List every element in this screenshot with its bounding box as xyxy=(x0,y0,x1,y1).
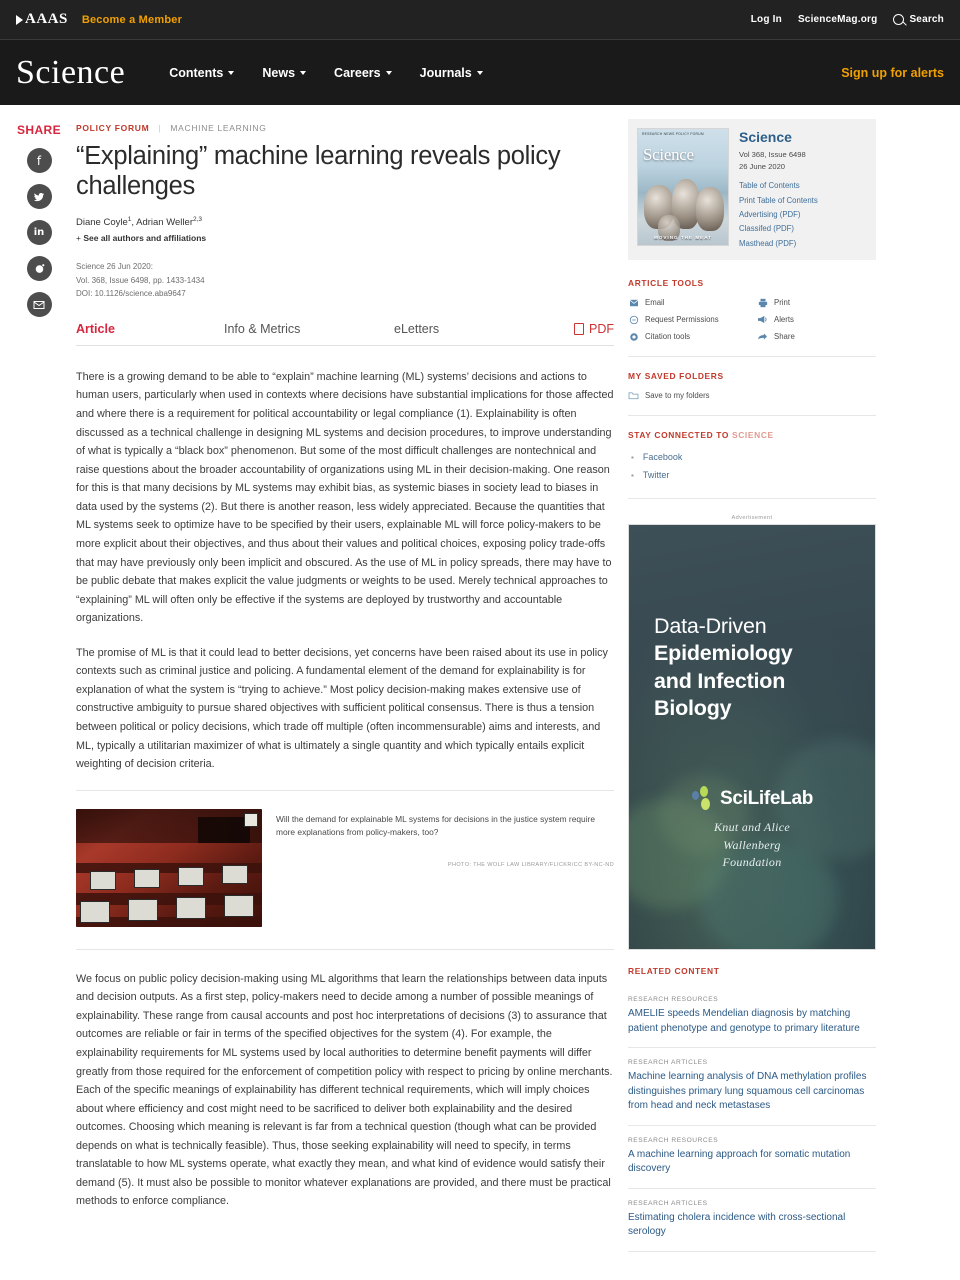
aaas-logo[interactable] xyxy=(16,11,68,28)
folder-icon xyxy=(628,390,639,401)
tool-share[interactable] xyxy=(757,331,876,342)
tool-label: Citation tools xyxy=(645,332,691,342)
sign-up-for-alerts-link[interactable]: Sign up for alerts xyxy=(841,65,944,80)
figure-divider xyxy=(76,949,614,950)
related-item-title: Estimating cholera incidence with cross-sectional serology xyxy=(628,1211,846,1238)
stay-connected-heading xyxy=(628,430,876,440)
figure-caption-column xyxy=(276,809,614,927)
page-body xyxy=(0,105,960,1252)
tool-label: Alerts xyxy=(774,315,794,325)
envelope-icon xyxy=(628,297,639,308)
printer-icon xyxy=(757,297,768,308)
see-all-authors-toggle[interactable] xyxy=(76,233,614,243)
twitter-icon[interactable] xyxy=(27,184,52,209)
figure-photo-credit: PHOTO: THE WOLF LAW LIBRARY/FLICKR/CC BY-NC-ND xyxy=(447,861,614,868)
issue-cover-image[interactable] xyxy=(637,128,729,246)
tool-label: Request Permissions xyxy=(645,315,719,325)
article-tools-heading: ARTICLE TOOLS xyxy=(628,278,704,289)
nav-label: News xyxy=(262,65,296,80)
aaas-triangle-icon xyxy=(16,15,23,25)
issue-link-masthead[interactable]: Masthead (PDF) xyxy=(739,238,797,248)
utility-bar-right xyxy=(751,14,944,25)
related-content-block xyxy=(628,966,876,1252)
issue-link-print-toc[interactable]: Print Table of Contents xyxy=(739,195,818,205)
megaphone-icon xyxy=(757,314,768,325)
article-figure xyxy=(76,790,614,927)
tool-email[interactable] xyxy=(628,297,747,308)
related-item[interactable] xyxy=(628,1189,876,1252)
issue-cover-box xyxy=(628,119,876,260)
foundation-name xyxy=(629,819,875,871)
share-title: SHARE xyxy=(16,123,61,137)
tab-article[interactable]: Article xyxy=(76,321,115,336)
aaas-logo-text: AAAS xyxy=(25,11,68,27)
site-masthead xyxy=(0,40,960,105)
become-a-member-link[interactable]: Become a Member xyxy=(81,13,183,26)
related-item-type: RESEARCH RESOURCES xyxy=(628,1136,719,1144)
related-item-type: RESEARCH ARTICLES xyxy=(628,1199,708,1207)
related-item[interactable] xyxy=(628,985,876,1048)
related-item-title: Machine learning analysis of DNA methylation profiles distinguishes primary lung squamous cell carcinomas from head and neck metastases xyxy=(628,1071,867,1112)
author-one-affiliation: 1 xyxy=(127,216,132,224)
figure-photo-courtroom[interactable] xyxy=(76,809,262,927)
kicker-separator: | xyxy=(158,123,162,133)
nav-label: Contents xyxy=(169,65,224,80)
author-two-affiliation: 2,3 xyxy=(192,216,203,224)
stay-connected-facebook[interactable] xyxy=(628,449,876,467)
chevron-down-icon xyxy=(386,71,392,75)
article-column xyxy=(76,115,614,1252)
linkedin-icon[interactable]: in xyxy=(27,220,52,245)
issue-meta xyxy=(739,128,867,251)
related-item[interactable] xyxy=(628,1126,876,1189)
bullet-label: Facebook xyxy=(642,452,683,463)
share-rail xyxy=(16,115,62,1252)
citation-doi: DOI: 10.1126/science.aba9647 xyxy=(76,288,186,298)
citation-block xyxy=(76,260,614,300)
article-paragraph-3: We focus on public policy decision-making using ML algorithms that learn the relationships between data inputs and decision outputs. As a first step, policy-makers need to decide among a number of possible meanings of explainability. These range from causal accounts and post hoc interpretations of decisions (3) to assurance that outcomes are reliable or fair in terms of the specified objectives for the system (4). For example, the explainability requirements for ML systems used by local authorities to determine benefit payments will differ greatly from those required for the enforcement of competition policy with respect to pricing by online merchants. Each of the specific meanings of explainability has different technical requirements, which will imply choices about where efficiency and cost might need to be sacrificed to deliver both explainability and the desired outcomes. Choosing which meaning is relevant is far from a technical question (though what can be provided depends on what is technically feasible). Thus, those seeking explainability will need to specify, in terms translatable to how ML systems operate, what exactly they mean, and what kind of evidence would satisfy their demand (5). It must also be possible to monitor whatever explanations are provided, and there must be practical methods to enforce compliance. xyxy=(76,972,613,1208)
kicker-section[interactable]: POLICY FORUM xyxy=(76,123,150,133)
tool-label: Email xyxy=(645,298,665,308)
issue-date: 26 June 2020 xyxy=(739,161,786,171)
author-one[interactable]: Diane Coyle xyxy=(76,217,128,229)
author-two[interactable]: , Adrian Weller xyxy=(131,217,193,229)
related-item-type: RESEARCH RESOURCES xyxy=(628,996,719,1004)
related-item-title: A machine learning approach for somatic mutation discovery xyxy=(628,1148,851,1175)
chevron-down-icon xyxy=(228,71,234,75)
tool-label: Print xyxy=(774,298,791,308)
tool-citation-tools[interactable] xyxy=(628,331,747,342)
cover-bottom-text: MOVING THE MEAT xyxy=(653,235,713,240)
related-item[interactable] xyxy=(628,1048,876,1126)
article-tools-grid xyxy=(628,297,876,357)
advertisement-banner[interactable] xyxy=(628,524,876,950)
tab-eletters[interactable]: eLetters xyxy=(394,321,440,336)
nav-item-news[interactable] xyxy=(262,66,306,80)
citation-icon xyxy=(628,331,639,342)
tool-alerts[interactable] xyxy=(757,314,876,325)
search-button[interactable] xyxy=(893,14,944,25)
cover-top-strip: RESEARCH NEWS POLICY FORUM xyxy=(642,132,704,136)
pdf-label: PDF xyxy=(589,321,614,336)
article-authors xyxy=(76,216,614,228)
page-title: “Explaining” machine learning reveals policy challenges xyxy=(76,142,561,200)
sciencemag-link[interactable]: ScienceMag.org xyxy=(797,14,878,25)
kicker-topic[interactable]: MACHINE LEARNING xyxy=(170,123,267,133)
issue-link-advertising[interactable]: Advertising (PDF) xyxy=(739,210,801,220)
pdf-file-icon xyxy=(574,323,584,335)
stay-connected-heading-main: STAY CONNECTED TO xyxy=(628,430,732,441)
article-paragraph-1: There is a growing demand to be able to “explain” machine learning (ML) systems’ decisions and actions to human users, particularly when used in contexts where decisions have substantial implications for those affected and where there is a requirement for political accountability or legal compliance (1). Explainability is often discussed as a technical challenge in designing ML systems and decision procedures, to improve understanding of what is typically a “black box” phenomenon. But some of the most difficult challenges are nontechnical and raise questions about the broader accountability of organizations using ML in their decision-making. One reason for this is that many decisions by ML systems may exhibit bias, as systemic biases in society lead to biases in data used by the systems (2). But there is another reason, less widely appreciated. Because the quantities that ML systems seek to optimize have to be specified by their users, explainable ML will force policy-makers to be more explicit about their objectives, and thus about their values and political choices, exposing policy trade-offs that may have previously only been implicit and obscured. As the use of ML in policy spreads, there may have to be public debate that makes explicit the value judgments or weights to be used. Merely technical approaches to “explaining” ML will often only be effective if the systems are deployed by trustworthy and accountable organizations. xyxy=(76,370,614,625)
nav-item-careers[interactable] xyxy=(334,66,392,80)
email-icon[interactable] xyxy=(27,292,52,317)
share-arrow-icon xyxy=(757,331,768,342)
stay-connected-block xyxy=(628,430,876,499)
issue-link-classified[interactable]: Classifed (PDF) xyxy=(739,224,795,234)
advertiser-branding xyxy=(629,786,875,871)
bullet-icon: ▪ xyxy=(631,470,634,480)
bullet-icon: ▪ xyxy=(631,453,634,463)
nav-label: Journals xyxy=(419,65,472,80)
pdf-download-button[interactable] xyxy=(574,322,614,336)
saved-folders-block xyxy=(628,371,876,416)
tool-label: Share xyxy=(774,332,795,342)
scilifelab-logo-icon xyxy=(691,786,713,812)
reddit-icon[interactable] xyxy=(27,256,52,281)
main-navigation xyxy=(169,66,483,80)
stay-connected-twitter[interactable] xyxy=(628,467,876,485)
advertiser-name: SciLifeLab xyxy=(719,788,814,810)
aaas-utility-bar xyxy=(0,0,960,40)
saved-folders-heading: MY SAVED FOLDERS xyxy=(628,371,724,382)
ad-line-4: Biology xyxy=(654,695,732,720)
foundation-line-3: Foundation xyxy=(722,854,782,869)
ad-line-1: Data-Driven xyxy=(654,614,767,639)
chevron-down-icon xyxy=(300,71,306,75)
figure-caption: Will the demand for explainable ML systems for decisions in the justice system require more explanations from policy-makers, too? xyxy=(276,813,596,838)
cover-wordmark: Science xyxy=(643,145,694,164)
related-item-type: RESEARCH ARTICLES xyxy=(628,1059,708,1067)
right-sidebar xyxy=(628,115,876,1252)
chevron-down-icon xyxy=(477,71,483,75)
related-item-title: AMELIE speeds Mendelian diagnosis by matching patient phenotype and genotype to primary literature xyxy=(628,1008,860,1034)
facebook-icon[interactable]: f xyxy=(27,148,52,173)
saved-folders-label: Save to my folders xyxy=(645,391,710,401)
ad-line-2: Epidemiology xyxy=(654,641,793,666)
citation-journal-date: Science 26 Jun 2020: xyxy=(76,262,153,272)
tool-print[interactable] xyxy=(757,297,876,308)
search-icon xyxy=(893,14,904,25)
issue-volume: Vol 368, Issue 6498 xyxy=(739,150,806,160)
article-tabs xyxy=(76,322,614,346)
advertisement-label: Advertisement xyxy=(731,515,773,522)
science-wordmark[interactable]: Science xyxy=(16,53,126,91)
issue-journal-name: Science xyxy=(739,129,792,145)
see-all-label: See all authors and affiliations xyxy=(83,233,207,244)
related-content-heading: RELATED CONTENT xyxy=(628,966,720,977)
nav-label: Careers xyxy=(334,65,381,80)
save-to-my-folders-link[interactable] xyxy=(628,390,876,401)
article-kicker xyxy=(76,123,614,133)
nav-item-journals[interactable] xyxy=(420,66,483,80)
nav-item-contents[interactable] xyxy=(169,66,234,80)
foundation-line-1: Knut and Alice xyxy=(714,820,790,835)
issue-link-toc[interactable]: Table of Contents xyxy=(739,181,800,191)
see-all-prefix: + xyxy=(76,233,84,244)
ad-line-3: and Infection xyxy=(654,668,786,693)
tab-info-metrics[interactable]: Info & Metrics xyxy=(224,321,301,336)
citation-volume-pages: Vol. 368, Issue 6498, pp. 1433-1434 xyxy=(76,275,205,285)
article-paragraph-2: The promise of ML is that it could lead to better decisions, yet concerns have been raised about its use in policy contexts such as criminal justice and policing. A fundamental element of the demand for explainability is for explanation of what the system is “trying to achieve.” Most policy decision-making makes extensive use of constructive ambiguity to pursue shared objectives with sufficient political consensus. There is thus a tension between political or policy decisions, which trade off multiple (often incommensurable) aims and interests, and ML, typically a utilitarian maximizer of what is ultimately a single quantity and which typically entails explicit weighting of decision criteria. xyxy=(76,646,608,771)
stay-connected-heading-accent: SCIENCE xyxy=(732,430,774,441)
permissions-icon xyxy=(628,314,639,325)
foundation-line-2: Wallenberg xyxy=(723,837,781,852)
login-link[interactable]: Log In xyxy=(750,14,782,25)
bullet-label: Twitter xyxy=(642,469,670,480)
search-label: Search xyxy=(909,14,944,25)
advertisement-headline xyxy=(654,613,859,721)
tool-request-permissions[interactable] xyxy=(628,314,747,325)
